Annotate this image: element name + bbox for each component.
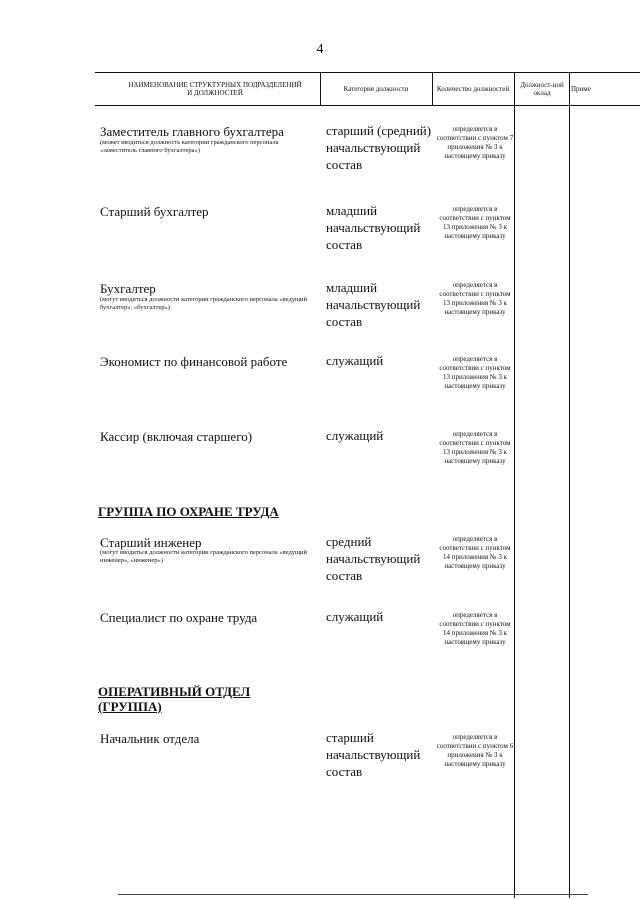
position-note: (могут вводиться должности категории гражданского персонала «ведущий инженер», «инженер») [100, 549, 307, 564]
position-quantity: определяется в соответствии с пунктом 13 приложения № 3 к настоящему приказу [439, 355, 511, 390]
position-category: старший (средний) начальствующий состав [326, 123, 432, 172]
position-title: Специалист по охране труда [100, 610, 258, 625]
column-divider-1 [320, 72, 321, 106]
section-heading-labor-safety: ГРУППА ПО ОХРАНЕ ТРУДА [98, 504, 279, 519]
position-title: Начальник отдела [100, 731, 200, 746]
header-col-quantity: Количество должностей [436, 85, 510, 93]
scan-bottom-edge [118, 894, 588, 895]
position-category: служащий [326, 428, 384, 443]
column-divider-3 [514, 72, 515, 898]
position-note: (могут вводиться должности категории гражданского персонала «ведущий бухгалтер», «бухгалтер») [100, 296, 307, 311]
section-heading-operations: ОПЕРАТИВНЫЙ ОТДЕЛ (ГРУППА) [98, 684, 251, 714]
position-category: средний начальствующий состав [326, 534, 421, 583]
header-col-name: НАИМЕНОВАНИЕ СТРУКТУРНЫХ ПОДРАЗДЕЛЕНИЙ И ДОЛЖНОСТЕЙ [128, 81, 302, 97]
position-category: младший начальствующий состав [326, 280, 421, 329]
position-title: Заместитель главного бухгалтера [100, 124, 284, 139]
position-category: младший начальствующий состав [326, 203, 421, 252]
position-quantity: определяется в соответствии с пунктом 13 приложения № 3 к настоящему приказу [439, 430, 511, 465]
position-category: служащий [326, 609, 384, 624]
header-col-salary: Должност-ной оклад [520, 81, 564, 97]
position-title: Кассир (включая старшего) [100, 429, 253, 444]
page-number: 4 [316, 42, 324, 57]
position-quantity: определяется в соответствии с пунктом 7 приложения № 3 к настоящему приказу [436, 125, 514, 160]
position-quantity: определяется в соответствии с пунктом 14 приложения № 3 к настоящему приказу [439, 535, 511, 570]
header-col-notes: Приме [571, 85, 591, 93]
position-category: старший начальствующий состав [326, 730, 421, 779]
position-category: служащий [326, 353, 384, 368]
position-title: Бухгалтер [100, 281, 156, 296]
header-col-category: Категория должности [343, 85, 409, 93]
position-title: Старший инженер [100, 535, 202, 550]
position-title: Старший бухгалтер [100, 204, 209, 219]
column-divider-2 [432, 72, 433, 106]
position-quantity: определяется в соответствии с пунктом 13 приложения № 3 к настоящему приказу [439, 281, 511, 316]
column-divider-4 [569, 72, 570, 898]
table-header-bottom-border [95, 105, 640, 106]
position-quantity: определяется в соответствии с пунктом 6 приложения № 3 к настоящему приказу [436, 733, 514, 768]
position-quantity: определяется в соответствии с пунктом 14 приложения № 3 к настоящему приказу [439, 611, 511, 646]
position-title: Экономист по финансовой работе [100, 354, 288, 369]
position-quantity: определяется в соответствии с пунктом 13 приложения № 3 к настоящему приказу [439, 205, 511, 240]
position-note: (может вводиться должность категории гражданского персонала «заместитель главного бухгалтера») [100, 139, 279, 154]
